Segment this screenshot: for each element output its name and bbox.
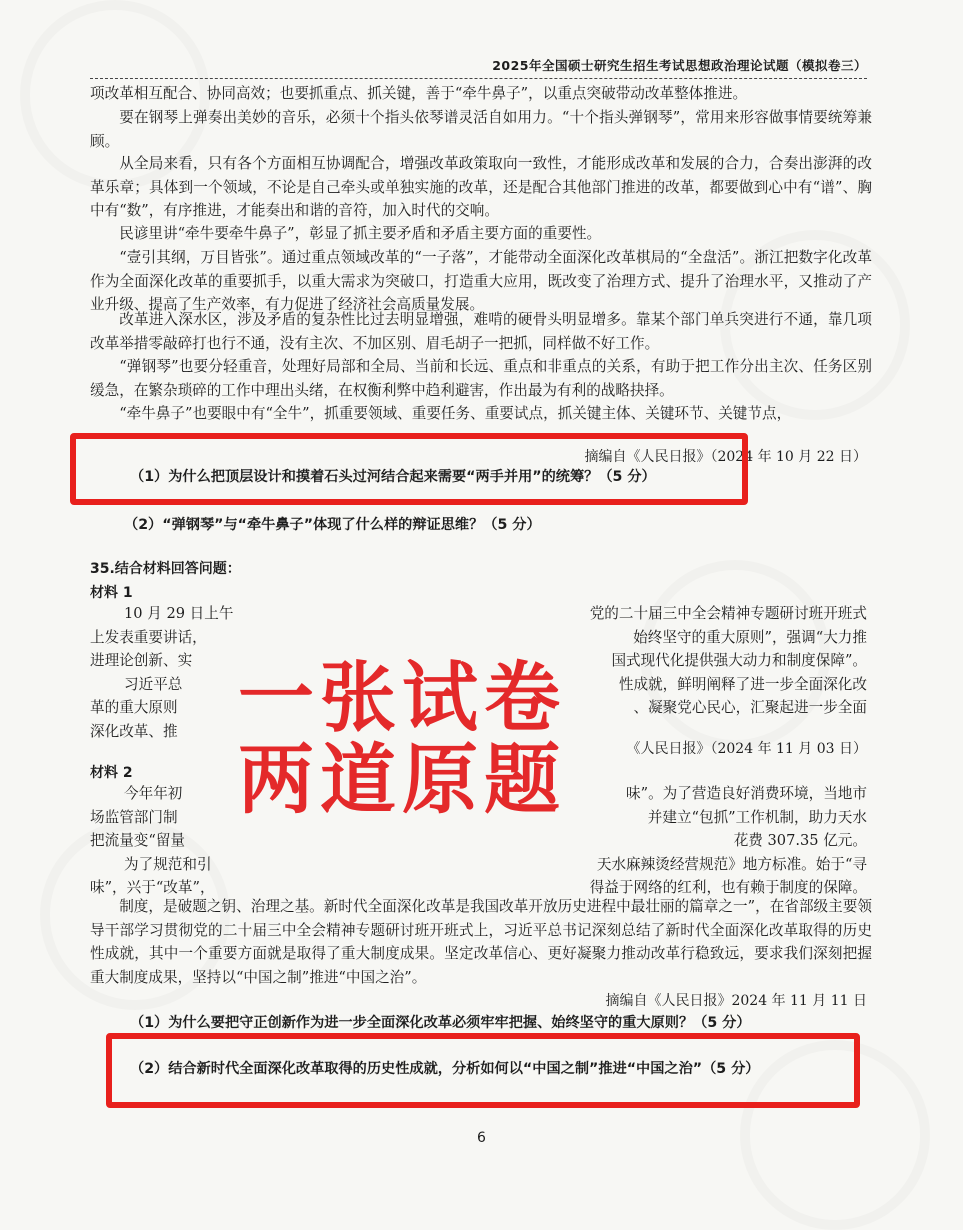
material-line-right: 始终坚守的重大原则”，强调“大力推 [633,628,867,646]
material-paragraph: 项改革相互配合、协同高效；也要抓重点、抓关键，善于“牵牛鼻子”，以重点突破带动改革整体推进。 [90,85,748,102]
material-line-right: 花费 307.35 亿元。 [733,832,867,849]
material-line-left: 习近平总 [124,675,183,693]
material-paragraph: 改革进入深水区，涉及矛盾的复杂性比过去明显增强，难啃的硬骨头明显增多。靠某个部门单兵突进行不通，靠几项改革举措零敲碎打也行不通，没有主次、不加区别、眉毛胡子一把抓，同样做不好工作。 [90,311,872,352]
material-line-right: 党的二十届三中全会精神专题研讨班开班式 [589,605,867,622]
material-line-left: 深化改革、推 [90,722,178,740]
material-1-label: 材料 1 [90,585,133,601]
question-35-1: （1）为什么要把守正创新作为进一步全面深化改革必须牢牢把握、始终坚守的重大原则？（5 分） [130,1015,751,1031]
material-paragraph: “壹引其纲，万目皆张”。通过重点领域改革的“一子落”，才能带动全面深化改革棋局的“全盘活”。浙江把数字化改革作为全面深化改革的重要抓手，以重大需求为突破口，打造重大应用，既改变了治理方式、提升了治理水平，又推动了产业升级、提高了生产效率，有力促进了经济社会高质量发展。 [90,249,872,313]
question-35-2: （2）结合新时代全面深化改革取得的历史性成就，分析如何以“中国之制”推进“中国之治”（5 分） [130,1061,760,1077]
material-line-right: 国式现代化提供强大动力和制度保障”。 [611,652,867,669]
material-paragraph: 民谚里讲“牵牛要牵牛鼻子”，彰显了抓主要矛盾和矛盾主要方面的重要性。 [119,225,602,242]
question-35-title: 35.结合材料回答问题： [90,561,241,577]
question-1: （1）为什么把顶层设计和摸着石头过河结合起来需要“两手并用”的统筹？（5 分） [130,469,656,485]
page-number: 6 [477,1130,486,1146]
material-line-right: 味”。为了营造良好消费环境，当地市 [626,785,867,802]
material-line-right: 天水麻辣烫经营规范》地方标准。始于“寻 [596,855,867,873]
material-paragraph: 从全局来看，只有各个方面相互协调配合，增强改革政策取向一致性，才能形成改革和发展的合力，合奏出澎湃的改革乐章；具体到一个领域，不论是自己牵头或单独实施的改革，还是配合其他部门推进的改革，都要做到心中有“谱”、胸中有“数”，有序推进，才能奏出和谐的音符，加入时代的交响。 [90,155,872,219]
material-line-right: 、凝聚党心民心，汇聚起进一步全面 [633,699,867,716]
material-line-left: 把流量变“留量 [90,832,186,849]
material-line-left: 革的重大原则 [90,699,178,716]
overlay-title-line-1: 一张试卷 [238,653,566,742]
question-2: （2）“弹钢琴”与“牵牛鼻子”体现了什么样的辩证思维？（5 分） [124,517,541,533]
material-2-paragraph: 制度，是破题之钥、治理之基。新时代全面深化改革是我国改革开放历史进程中最壮丽的篇章之一”，在省部级主要领导干部学习贯彻党的二十届三中全会精神专题研讨班开班式上，习近平总书记深刻总结了新时代全面深化改革取得的历史性成就，其中一个重要方面就是取得了重大制度成果。坚定改革信心、更好凝聚力推动改革行稳致远，要求我们深刻把握重大制度成果，坚持以“中国之制”推进“中国之治”。 [90,898,872,986]
material-line-left: 味”，兴于“改革”， [90,879,215,896]
material-source: 摘编自《人民日报》（2024 年 10 月 22 日） [584,449,867,465]
material-1-source: 《人民日报》（2024 年 11 月 03 日） [626,741,867,757]
material-line-right: 性成就，鲜明阐释了进一步全面深化改 [618,675,867,693]
material-2-source: 摘编自《人民日报》2024 年 11 月 11 日 [605,993,867,1009]
material-line-left: 10 月 29 日上午 [124,605,234,622]
material-line-left: 进理论创新、实 [90,652,193,669]
material-line-left: 上发表重要讲话， [90,628,207,646]
material-paragraph: 要在钢琴上弹奏出美妙的音乐，必须十个指头依琴谱灵活自如用力。“十个指头弹钢琴”，常用来形容做事情要统筹兼顾。 [90,109,872,150]
overlay-title-line-2: 两道原题 [238,735,566,824]
material-paragraph: “牵牛鼻子”也要眼中有“全牛”，抓重要领域、重要任务、重要试点，抓关键主体、关键环节、关键节点， [119,405,792,422]
material-line-left: 今年年初 [124,785,183,802]
material-line-left: 场监管部门制 [90,808,178,826]
material-line-left: 为了规范和引 [124,855,212,873]
material-line-right: 得益于网络的红利，也有赖于制度的保障。 [589,879,867,896]
material-2-label: 材料 2 [90,765,133,781]
exam-header: 2025年全国硕士研究生招生考试思想政治理论试题（模拟卷三） [90,56,867,79]
material-line-right: 并建立“包抓”工作机制，助力天水 [647,808,867,826]
material-paragraph: “弹钢琴”也要分轻重音，处理好局部和全局、当前和长远、重点和非重点的关系，有助于把工作分出主次、任务区别缓急，在繁杂琐碎的工作中理出头绪，在权衡利弊中趋利避害，作出最为有利的战略抉择。 [90,358,872,399]
